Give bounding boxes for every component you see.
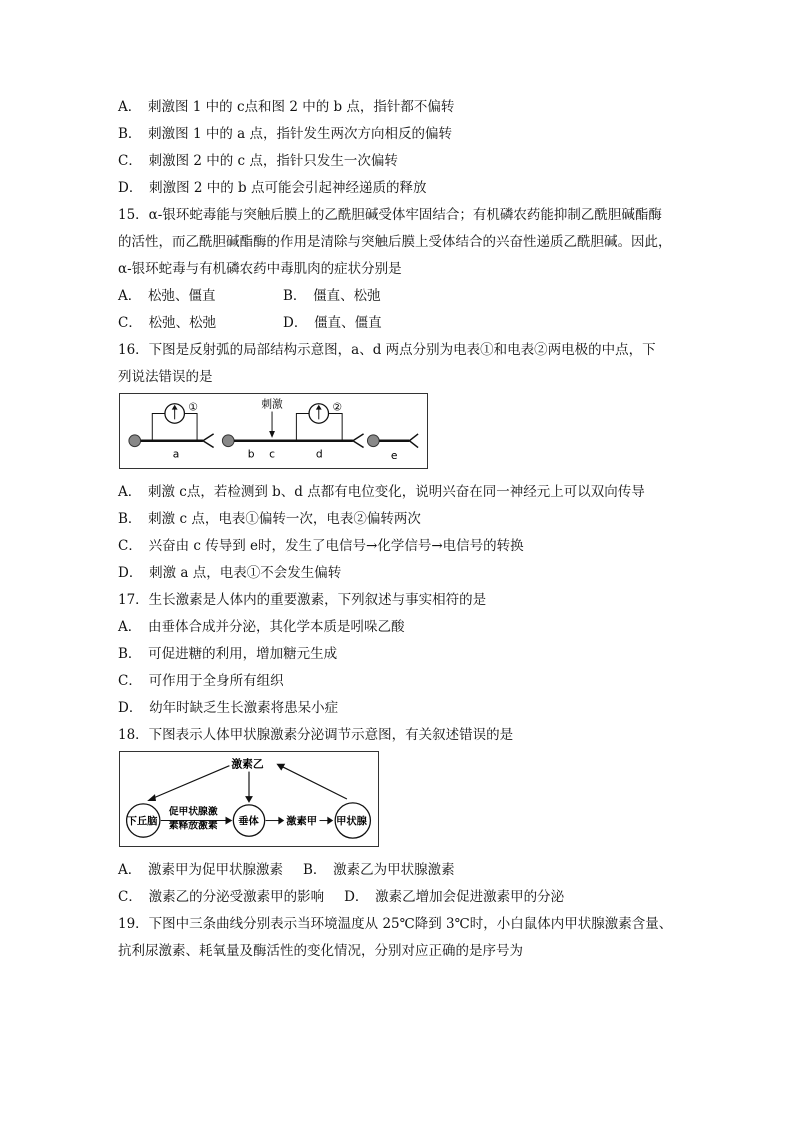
q16-option-b: B． 刺激 c 点，电表①偏转一次，电表②偏转两次 bbox=[118, 511, 421, 527]
neuron-2-soma bbox=[222, 435, 234, 447]
point-d-label: d bbox=[315, 447, 323, 461]
q16-option-d: D． 刺激 a 点，电表①不会发生偏转 bbox=[118, 565, 342, 581]
q18-options-row-1 bbox=[118, 857, 683, 884]
q15-option-c: C． 松弛、松弛 bbox=[118, 315, 217, 331]
q18-option-d: D． 激素乙增加会促进激素甲的分泌 bbox=[344, 889, 565, 905]
neuron-1-soma bbox=[129, 435, 141, 447]
q16-stem-line-1: 16．下图是反射弧的局部结构示意图，a、d 两点分别为电表①和电表②两电极的中点，下 bbox=[118, 342, 656, 358]
q15-stem-line-3: α-银环蛇毒与有机磷农药中毒肌肉的症状分别是 bbox=[118, 261, 402, 277]
exam-page bbox=[118, 94, 683, 965]
q18-stem: 18．下图表示人体甲状腺激素分泌调节示意图，有关叙述错误的是 bbox=[118, 727, 514, 743]
q18-option-b: B． 激素乙为甲状腺激素 bbox=[303, 862, 455, 878]
q17-option-d: D． 幼年时缺乏生长激素将患呆小症 bbox=[118, 700, 339, 716]
q17-stem: 17．生长激素是人体内的重要激素，下列叙述与事实相符的是 bbox=[118, 592, 487, 608]
q14-option-c: C． 刺激图 2 中的 c 点，指针只发生一次偏转 bbox=[118, 153, 398, 169]
q15-stem-line-2: 的活性，而乙酰胆碱酯酶的作用是清除与突触后膜上受体结合的兴奋性递质乙酰胆碱。因此， bbox=[118, 234, 672, 250]
stimulus-label: 刺激 bbox=[261, 397, 283, 411]
q15-option-d: D． 僵直、僵直 bbox=[283, 315, 382, 331]
meter-2-label: ② bbox=[332, 400, 343, 414]
q15-option-b: B． 僵直、松弛 bbox=[283, 288, 381, 304]
synapse-1-terminal bbox=[203, 434, 214, 448]
point-b-label: b bbox=[247, 447, 255, 461]
thyroid-regulation-figure bbox=[119, 751, 379, 847]
q19-stem-line-1: 19．下图中三条曲线分别表示当环境温度从 25℃降到 3℃时，小白鼠体内甲状腺激素含量、 bbox=[118, 916, 673, 932]
arrow-hormone-a-1-head bbox=[278, 817, 284, 825]
pituitary-label: 垂体 bbox=[238, 815, 259, 828]
q14-option-b: B． 刺激图 1 中的 a 点，指针发生两次方向相反的偏转 bbox=[118, 126, 452, 142]
q17-option-a: A． 由垂体合成并分泌，其化学本质是吲哚乙酸 bbox=[118, 619, 405, 635]
meter-1-label: ① bbox=[188, 400, 198, 414]
hormone-b-label: 激素乙 bbox=[231, 757, 264, 771]
arrow-b-to-hypothalamus bbox=[151, 766, 229, 799]
stimulus-arrow-head bbox=[269, 431, 275, 438]
point-a-label: a bbox=[172, 447, 180, 461]
thyroid-label: 甲状腺 bbox=[336, 815, 367, 828]
hormone-a-label: 激素甲 bbox=[286, 815, 318, 828]
q18-option-a: A． 激素甲为促甲状腺激素 bbox=[118, 862, 283, 878]
arrow-hormone-a-2-head bbox=[327, 817, 333, 825]
q14-option-a: A． 刺激图 1 中的 c点和图 2 中的 b 点，指针都不偏转 bbox=[118, 99, 455, 115]
q15-option-a: A． 松弛、僵直 bbox=[118, 288, 216, 304]
reflex-arc-figure bbox=[119, 393, 428, 469]
q18-options-row-2 bbox=[118, 884, 683, 911]
q15-options-row-2 bbox=[118, 310, 683, 337]
synapse-2-terminal bbox=[353, 434, 364, 448]
q17-option-b: B． 可促进糖的利用，增加糖元生成 bbox=[118, 646, 338, 662]
q18-option-c: C． 激素乙的分泌受激素甲的影响 bbox=[118, 889, 325, 905]
q14-option-d: D． 刺激图 2 中的 b 点可能会引起神经递质的释放 bbox=[118, 180, 427, 196]
trh-label-2: 素释放激素 bbox=[168, 820, 218, 832]
hypothalamus-label: 下丘脑 bbox=[126, 815, 158, 828]
q19-stem-line-2: 抗利尿激素、耗氧量及酶活性的变化情况，分别对应正确的是序号为 bbox=[118, 943, 523, 959]
arrow-b-to-hypothalamus-head bbox=[147, 794, 156, 801]
q16-stem-line-2: 列说法错误的是 bbox=[118, 369, 213, 385]
q15-stem-line-1: 15．α-银环蛇毒能与突触后膜上的乙酰胆碱受体牢固结合；有机磷农药能抑制乙酰胆碱酯酶 bbox=[118, 207, 662, 223]
q16-option-c: C． 兴奋由 c 传导到 e时，发生了电信号→化学信号→电信号的转换 bbox=[118, 538, 524, 554]
q17-option-c: C． 可作用于全身所有组织 bbox=[118, 673, 284, 689]
q15-options-row-1 bbox=[118, 283, 683, 310]
neuron-3-terminal bbox=[409, 434, 418, 448]
neuron-3-soma bbox=[367, 435, 379, 447]
arrow-trh-head bbox=[226, 817, 233, 825]
point-c-label: c bbox=[269, 447, 276, 461]
trh-label-1: 促甲状腺激 bbox=[168, 806, 218, 818]
arrow-thyroid-to-b bbox=[280, 766, 347, 799]
q16-option-a: A． 刺激 c点，若检测到 b、d 点都有电位变化，说明兴奋在同一神经元上可以双向传导 bbox=[118, 484, 645, 500]
point-e-label: e bbox=[390, 449, 398, 463]
arrow-b-to-pituitary-head bbox=[245, 796, 253, 803]
